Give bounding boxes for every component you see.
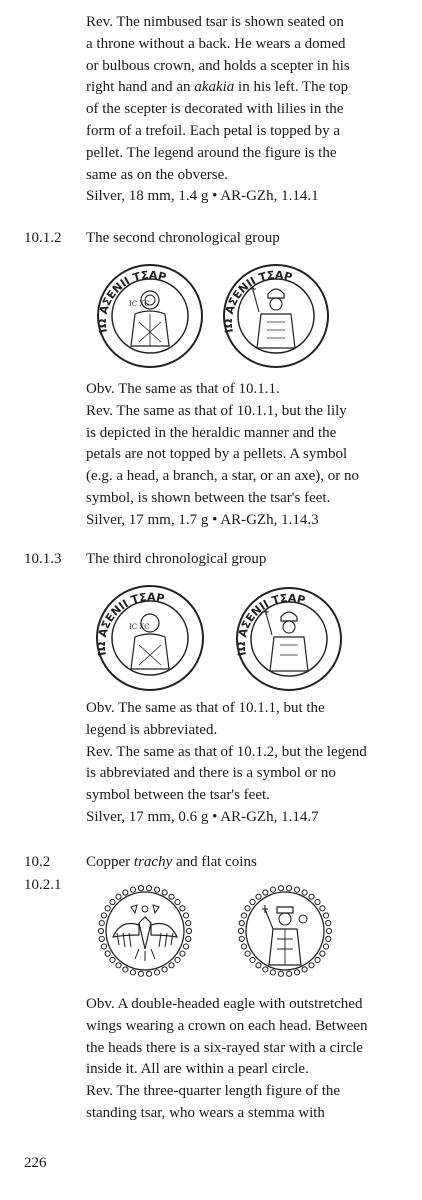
pearl — [116, 963, 121, 968]
pearl — [110, 957, 115, 962]
pearl — [315, 957, 320, 962]
pearl — [99, 936, 104, 941]
text-line: of the scepter is decorated with lilies in the — [86, 101, 344, 118]
text-line: symbol between the tsar's feet. — [86, 787, 270, 804]
pearl — [162, 967, 167, 972]
pearl — [183, 944, 188, 949]
text-line: Rev. The same as that of 10.1.2, but the legend — [86, 743, 367, 760]
text-line: Silver, 17 mm, 1.7 g • AR-GZh, 1.14.3 — [86, 511, 319, 528]
pearl — [326, 920, 331, 925]
pearl — [286, 886, 291, 891]
pearl — [110, 899, 115, 904]
pearl — [154, 970, 159, 975]
text-line: Obv. A double-headed eagle with outstretched — [86, 996, 363, 1012]
pearl — [263, 967, 268, 972]
pearl — [286, 971, 291, 976]
pearl — [123, 967, 128, 972]
pearl — [186, 920, 191, 925]
pearl — [239, 920, 244, 925]
pearl — [309, 963, 314, 968]
pearl — [169, 963, 174, 968]
pearl — [186, 928, 191, 933]
description-10-2-1 — [86, 994, 406, 1125]
coin-legend: ΙΩ ΑΣΕΝΙΙ ΤΣΑΡ — [95, 268, 168, 334]
reverse-coin-image-10-1-2 — [221, 262, 331, 370]
pearl — [270, 970, 275, 975]
text-line: Silver, 18 mm, 1.4 g • AR-GZh, 1.14.1 — [86, 188, 319, 205]
svg-text:ΙΩ ΑΣΕΝΙΙ ΤΣΑΡ — [222, 269, 294, 334]
pearl — [326, 928, 331, 933]
pearl — [183, 913, 188, 918]
pearl — [302, 890, 307, 895]
pearl — [256, 894, 261, 899]
standing-tsar-coin-icon — [235, 883, 335, 979]
pearl — [146, 886, 151, 891]
coin-letters: IC XC — [129, 623, 150, 631]
pearl — [239, 936, 244, 941]
pearl — [130, 887, 135, 892]
pearl — [270, 887, 275, 892]
double-headed-eagle-coin-icon — [95, 883, 195, 979]
text-line: Rev. The three-quarter length figure of the — [86, 1083, 341, 1100]
pearl — [105, 951, 110, 956]
pearl — [320, 951, 325, 956]
section-number: 10.1.3 — [24, 551, 62, 567]
section-number: 10.1.2 — [24, 230, 62, 246]
pearl — [130, 970, 135, 975]
text-line: right hand and an akakia in his left. The top — [86, 79, 349, 96]
pearl — [116, 894, 121, 899]
text-line: (e.g. a head, a branch, a star, or an axe), or no — [86, 468, 360, 485]
pearl — [186, 936, 191, 941]
reverse-coin-image-10-2-1 — [235, 883, 335, 979]
pearl — [250, 957, 255, 962]
pearl — [99, 920, 104, 925]
tsar-enthroned-coin-icon — [221, 262, 331, 370]
svg-text:ΙΩ ΑΣΕΝΙΙ ΤΣΑΡ — [235, 592, 307, 657]
pearl — [256, 963, 261, 968]
pearl — [123, 890, 128, 895]
page-number: 226 — [24, 1155, 47, 1171]
text-line: symbol, is shown between the tsar's feet. — [86, 489, 331, 506]
rev-description-10-1-1 — [86, 12, 406, 208]
text-line: wings wearing a crown on each head. Between — [86, 1017, 368, 1034]
tsar-enthroned-coin-icon — [234, 585, 344, 693]
section-title: The third chronological group — [86, 551, 267, 567]
reverse-coin-image-10-1-3 — [234, 585, 344, 693]
pearl — [175, 957, 180, 962]
text-line: Rev. The nimbused tsar is shown seated on — [86, 14, 344, 30]
coin-legend: ΙΩ ΑΣΕΝΙΙ ΤΣΑΡ — [94, 590, 166, 657]
pearl — [320, 906, 325, 911]
pearl-circle — [98, 886, 191, 977]
text-line: same as on the obverse. — [86, 166, 229, 183]
pearl — [294, 887, 299, 892]
description-10-1-2 — [86, 379, 406, 532]
text-line: a throne without a back. He wears a domed — [86, 35, 346, 52]
text-line: Obv. The same as that of 10.1.1. — [86, 381, 280, 397]
text-line: petals are not topped by a pellets. A symbol — [86, 446, 348, 463]
pearl — [105, 906, 110, 911]
pearl — [302, 967, 307, 972]
pearl — [263, 890, 268, 895]
pearl — [162, 890, 167, 895]
pearl — [278, 971, 283, 976]
text-line: standing tsar, who wears a stemma with — [86, 1104, 325, 1121]
pearl — [245, 906, 250, 911]
text-line: Rev. The same as that of 10.1.1, but the lily — [86, 402, 347, 419]
christ-enthroned-coin-icon — [94, 583, 206, 693]
text-line: inside it. All are within a pearl circle. — [86, 1061, 309, 1078]
pearl — [146, 971, 151, 976]
text-line: or bulbous crown, and holds a scepter in his — [86, 57, 350, 74]
pearl — [98, 928, 103, 933]
pearl — [315, 899, 320, 904]
coin-legend: ΙΩ ΑΣΕΝΙΙ ΤΣΑΡ — [221, 268, 294, 334]
section-subnumber: 10.2.1 — [24, 877, 62, 893]
pearl — [241, 913, 246, 918]
pearl — [238, 928, 243, 933]
section-title: The second chronological group — [86, 230, 280, 246]
text-line: Silver, 17 mm, 0.6 g • AR-GZh, 1.14.7 — [86, 808, 319, 825]
pearl — [241, 944, 246, 949]
text-line: the heads there is a six-rayed star with a circle — [86, 1039, 363, 1056]
pearl — [138, 886, 143, 891]
text-line: pellet. The legend around the figure is the — [86, 144, 337, 161]
pearl — [101, 913, 106, 918]
pearl — [323, 913, 328, 918]
pearl — [294, 970, 299, 975]
obverse-coin-image-10-1-2 — [95, 262, 205, 370]
pearl — [323, 944, 328, 949]
text-line: form of a trefoil. Each petal is topped by a — [86, 122, 341, 139]
description-10-1-3 — [86, 698, 406, 829]
section-number: 10.2 — [24, 854, 51, 870]
pearl — [309, 894, 314, 899]
pearl — [278, 886, 283, 891]
pearl — [154, 887, 159, 892]
text-line: is depicted in the heraldic manner and the — [86, 424, 337, 441]
pearl — [138, 971, 143, 976]
section-title: Copper trachy and flat coins — [86, 854, 257, 870]
christ-enthroned-coin-icon — [95, 262, 205, 370]
pearl — [326, 936, 331, 941]
text-line: legend is abbreviated. — [86, 721, 218, 738]
pearl — [180, 951, 185, 956]
coin-letters: IC XC — [129, 300, 150, 308]
pearl — [250, 899, 255, 904]
text-line: Obv. The same as that of 10.1.1, but the — [86, 700, 325, 716]
pearl — [180, 906, 185, 911]
obverse-coin-image-10-1-3 — [94, 583, 206, 693]
pearl — [101, 944, 106, 949]
text-line: is abbreviated and there is a symbol or no — [86, 765, 336, 782]
coin-legend: ΙΩ ΑΣΕΝΙΙ ΤΣΑΡ — [234, 591, 307, 657]
pearl — [245, 951, 250, 956]
obverse-coin-image-10-2-1 — [95, 883, 195, 979]
pearl — [175, 899, 180, 904]
pearl — [169, 894, 174, 899]
